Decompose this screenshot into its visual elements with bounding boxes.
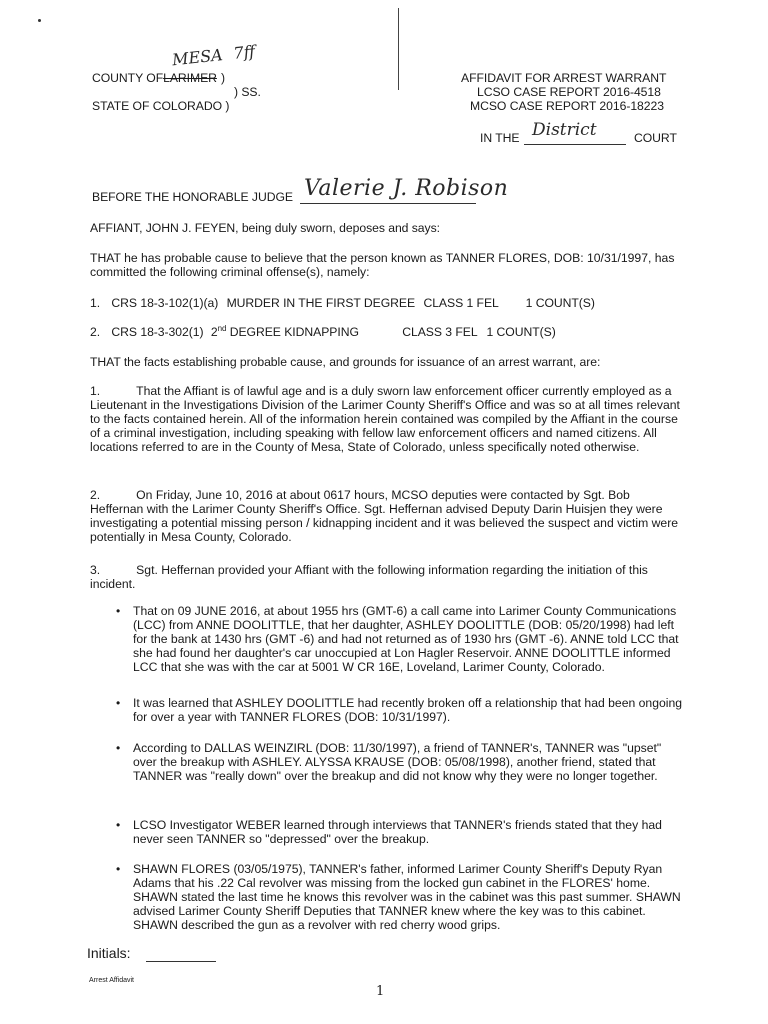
paragraph-1: 1. That the Affiant is of lawful age and is a duly sworn law enforcement officer currently employed as a Lieutenant in the Investigations Division of the Larimer County Sheriff's Office and was so at all times relevant to the facts contained herein. All of the information herein contained was compiled by the Affiant in the course of a criminal investigation, including speaking with fellow law enforcement officers and named citizens. All locations referred to are in the County of Mesa, State of Colorado, unless specifically noted otherwise. (90, 384, 680, 454)
state-line: STATE OF COLORADO ) (92, 99, 230, 113)
offense-1: 1. CRS 18-3-102(1)(a) MURDER IN THE FIRST DEGREE CLASS 1 FEL 1 COUNT(S) (90, 296, 595, 310)
bullet-icon: • (116, 604, 121, 618)
bullet-icon: • (116, 862, 121, 876)
affidavit-title: AFFIDAVIT FOR ARREST WARRANT (461, 71, 667, 85)
page-number: 1 (376, 984, 385, 999)
affiant-line: AFFIANT, JOHN J. FEYEN, being duly sworn, deposes and says: (90, 221, 440, 235)
paragraph-3: 3. Sgt. Heffernan provided your Affiant with the following information regarding the initiation of this incident. (90, 563, 648, 591)
initials-underline (146, 961, 216, 962)
probable-cause-statement: THAT he has probable cause to believe that the person known as TANNER FLORES, DOB: 10/31/1997, has committed the following criminal offense(s), namely: (90, 251, 675, 279)
court-underline (524, 144, 626, 145)
court-prefix: IN THE (480, 131, 520, 145)
bullet-icon: • (116, 818, 121, 832)
bullet-item-4: LCSO Investigator WEBER learned through interviews that TANNER's friends stated that they had never seen TANNER so "depressed" over the breakup. (133, 818, 662, 846)
bullet-item-1: That on 09 JUNE 2016, at about 1955 hrs (GMT-6) a call came into Larimer County Communications (LCC) from ANNE DOOLITTLE, that her daughter, ASHLEY DOOLITTLE (DOB: 05/20/1998) had left for the bank at 1430 hrs (GMT -6) and had not returned as of 1930 hrs (GMT -6). ANNE told LCC that she had found her daughter's car unoccupied at Lon Hagler Reservoir. ANNE DOOLITTLE informed LCC that she was with the car at 5001 W CR 16E, Loveland, Larimer County, Colorado. (133, 604, 679, 674)
county-line: COUNTY OFLARIMER ) (92, 71, 225, 85)
bullet-item-2: It was learned that ASHLEY DOOLITTLE had recently broken off a relationship that had been ongoing for over a year with TANNER FLORES (DOB: 10/31/1997). (133, 696, 683, 724)
bullet-icon: • (116, 741, 121, 755)
form-name: Arrest Affidavit (89, 977, 135, 984)
offense-2: 2. CRS 18-3-302(1) 2nd DEGREE KIDNAPPING CLASS 3 FEL 1 COUNT(S) (90, 323, 556, 339)
judge-underline (300, 203, 476, 204)
county-handwritten: MESA 7ff (171, 41, 256, 70)
judge-signature: Valerie J. Robison (304, 176, 509, 201)
mcso-case-number: MCSO CASE REPORT 2016-18223 (470, 99, 664, 113)
county-struck: LARIMER (163, 71, 217, 85)
judge-prefix: BEFORE THE HONORABLE JUDGE (92, 190, 293, 204)
court-suffix: COURT (634, 131, 677, 145)
scan-line (398, 8, 399, 90)
bullet-icon: • (116, 696, 121, 710)
initials-label: Initials: (87, 945, 131, 961)
bullet-item-3: According to DALLAS WEINZIRL (DOB: 11/30/1997), a friend of TANNER's, TANNER was "upset" over the breakup with ASHLEY. ALYSSA KRAUSE (DOB: 05/08/1998), another friend, stated that TANNER was "really down" over the breakup and did not know why they were no longer together. (133, 741, 662, 783)
bullet-item-5: SHAWN FLORES (03/05/1975), TANNER's father, informed Larimer County Sheriff's Deputy Ryan Adams that his .22 Cal revolver was missing from the locked gun cabinet in the FLORES' home. SHAWN stated the last time he knows this revolver was in the cabinet was this past summer. SHAWN advised Larimer County Sheriff Deputies that TANNER knew where the key was to this cabinet. SHAWN described the gun as a revolver with red cherry wood grips. (133, 862, 681, 932)
ss-line: ) SS. (234, 85, 261, 99)
court-handwritten: District (532, 120, 597, 140)
lcso-case-number: LCSO CASE REPORT 2016-4518 (477, 85, 661, 99)
paragraph-2: 2. On Friday, June 10, 2016 at about 0617 hours, MCSO deputies were contacted by Sgt. Bob Heffernan with the Larimer County Sheriff's Office. Sgt. Heffernan advised Deputy Darin Huisjen they were investigating a potential missing person / kidnapping incident and it was believed the suspect and victim were potentially in Mesa County, Colorado. (90, 488, 679, 544)
scan-speck (38, 19, 41, 22)
facts-intro: THAT the facts establishing probable cause, and grounds for issuance of an arrest warrant, are: (90, 355, 601, 369)
